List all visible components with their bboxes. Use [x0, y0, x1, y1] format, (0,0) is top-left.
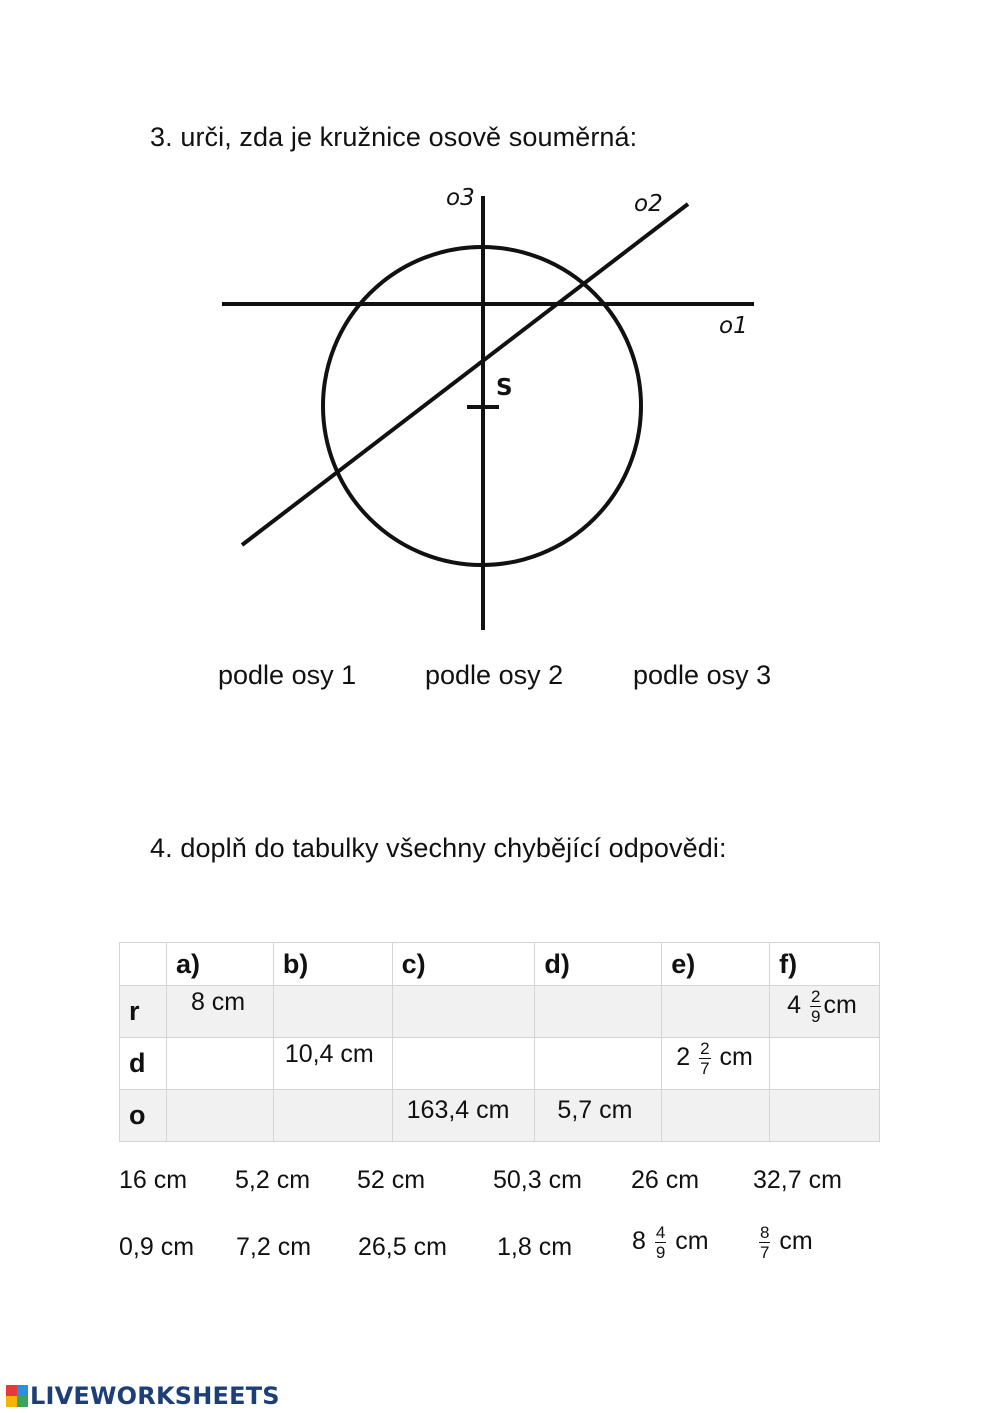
circle-table	[119, 942, 880, 1142]
brand-square-blue	[17, 1385, 28, 1396]
cell-d-e-whole: 2	[676, 1043, 691, 1072]
answer-option[interactable]: 0,9 cm	[119, 1233, 195, 1261]
option-unit: cm	[779, 1227, 813, 1256]
cell-d-c[interactable]	[392, 1038, 535, 1090]
cell-r-f-value	[787, 988, 857, 1025]
brand-mark-icon	[6, 1385, 28, 1407]
column-header-b: b)	[273, 943, 392, 986]
task3-number: 3.	[150, 122, 173, 152]
liveworksheets-logo	[6, 1381, 280, 1411]
cell-o-a[interactable]	[166, 1090, 273, 1142]
brand-name: LIVEWORKSHEETS	[30, 1382, 280, 1410]
column-header-a: a)	[166, 943, 273, 986]
option-whole: 8	[632, 1227, 646, 1256]
answer-option[interactable]: 26 cm	[631, 1166, 700, 1194]
label-o2: o2	[634, 191, 663, 217]
cell-r-f-denominator: 9	[810, 1007, 821, 1026]
option-denominator: 7	[760, 1243, 770, 1262]
option-fraction	[655, 1224, 666, 1261]
answer-option-fraction[interactable]	[632, 1224, 709, 1261]
answer-option[interactable]: 32,7 cm	[753, 1166, 842, 1194]
cell-r-d[interactable]	[535, 986, 662, 1038]
task4-heading	[150, 833, 727, 864]
cell-o-f[interactable]	[770, 1090, 880, 1142]
brand-square-yellow	[6, 1396, 17, 1407]
table-row-o	[120, 1090, 880, 1142]
cell-o-d	[535, 1090, 662, 1142]
cell-o-e[interactable]	[662, 1090, 770, 1142]
cell-d-e-denominator: 7	[700, 1059, 710, 1078]
brand-square-green	[17, 1396, 28, 1407]
table-header-row	[120, 943, 880, 986]
answer-option[interactable]: 52 cm	[357, 1166, 426, 1194]
task3-text: urči, zda je kružnice osově souměrná:	[180, 122, 638, 152]
option-axis-1[interactable]: podle osy 1	[218, 660, 357, 690]
cell-d-a[interactable]	[166, 1038, 273, 1090]
cell-r-a	[166, 986, 273, 1038]
cell-o-c	[392, 1090, 535, 1142]
table-row-d	[120, 1038, 880, 1090]
cell-d-e-value	[676, 1040, 753, 1077]
axis-o2	[242, 204, 688, 545]
answer-option[interactable]: 26,5 cm	[358, 1233, 447, 1261]
cell-d-f[interactable]	[770, 1038, 880, 1090]
answer-option[interactable]: 16 cm	[119, 1166, 188, 1194]
option-fraction	[759, 1224, 770, 1261]
cell-o-c-value: 163,4 cm	[406, 1096, 510, 1124]
row-label-r: r	[120, 986, 167, 1038]
cell-r-b[interactable]	[273, 986, 392, 1038]
table-corner-cell	[120, 943, 167, 986]
column-header-e: e)	[662, 943, 770, 986]
option-axis-3[interactable]: podle osy 3	[633, 660, 772, 690]
cell-o-d-value: 5,7 cm	[557, 1096, 633, 1124]
cell-d-b-value: 10,4 cm	[284, 1040, 374, 1068]
cell-d-e-fraction	[699, 1040, 710, 1077]
cell-r-c[interactable]	[392, 986, 535, 1038]
table-row-r	[120, 986, 880, 1038]
option-unit: cm	[675, 1227, 709, 1256]
option-numerator: 8	[760, 1223, 770, 1242]
task4-text: doplň do tabulky všechny chybějící odpovědi:	[180, 833, 727, 863]
cell-d-b	[273, 1038, 392, 1090]
row-label-d: d	[120, 1038, 167, 1090]
symmetry-diagram	[0, 0, 1000, 660]
column-header-f: f)	[770, 943, 880, 986]
cell-r-e[interactable]	[662, 986, 770, 1038]
answer-option[interactable]: 50,3 cm	[493, 1166, 582, 1194]
answer-option[interactable]: 1,8 cm	[497, 1233, 573, 1261]
cell-r-f-unit: cm	[823, 991, 857, 1020]
cell-r-a-value: 8 cm	[190, 988, 246, 1016]
answer-option[interactable]: 7,2 cm	[236, 1233, 312, 1261]
column-header-d: d)	[535, 943, 662, 986]
option-denominator: 9	[655, 1243, 666, 1262]
cell-r-f	[770, 986, 880, 1038]
cell-r-f-fraction	[810, 988, 821, 1025]
answer-option-fraction[interactable]	[757, 1224, 813, 1261]
column-header-c: c)	[392, 943, 535, 986]
cell-d-e	[662, 1038, 770, 1090]
cell-r-f-whole: 4	[787, 991, 802, 1020]
task4-number: 4.	[150, 833, 173, 863]
cell-r-f-numerator: 2	[810, 987, 821, 1006]
label-o3: o3	[446, 185, 475, 211]
cell-d-d[interactable]	[535, 1038, 662, 1090]
cell-o-b[interactable]	[273, 1090, 392, 1142]
answer-option[interactable]: 5,2 cm	[235, 1166, 311, 1194]
label-o1: o1	[719, 313, 748, 339]
cell-d-e-unit: cm	[719, 1043, 753, 1072]
option-axis-2[interactable]: podle osy 2	[425, 660, 564, 690]
row-label-o: o	[120, 1090, 167, 1142]
brand-square-red	[6, 1385, 17, 1396]
label-s: S	[496, 375, 513, 401]
cell-d-e-numerator: 2	[700, 1039, 710, 1058]
option-numerator: 4	[655, 1223, 666, 1242]
